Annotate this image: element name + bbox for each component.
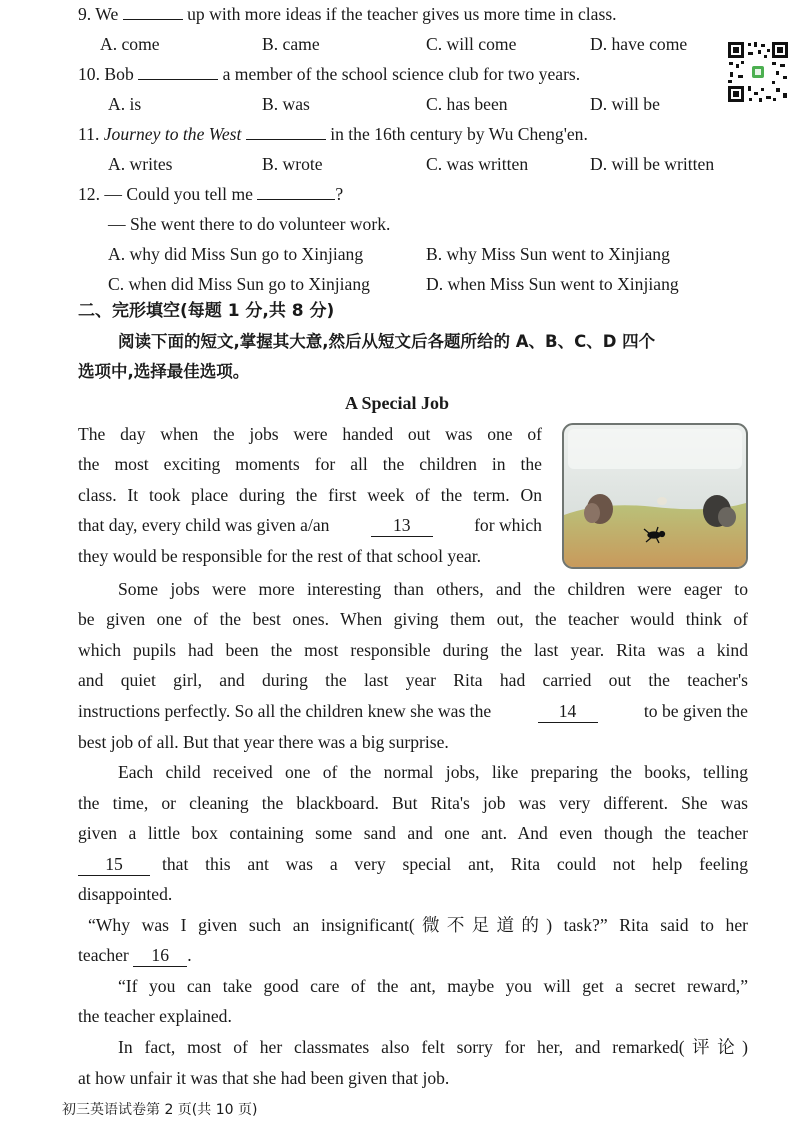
question-11 [78, 123, 588, 145]
option-b: B. was [262, 94, 310, 114]
option-d: D. will be written [590, 154, 715, 174]
question-stem: up with more ideas if the teacher gives us more time in class. [187, 4, 617, 24]
passage-line: be given one of the best ones. When giving them out, the teacher would think of [78, 609, 748, 629]
cloze-blank-14: 14 [538, 700, 598, 723]
passage-text: for which [474, 515, 542, 535]
passage-line: which pupils had been the most responsible during the last year. Rita was a kind [78, 640, 748, 660]
option-c: C. will come [426, 34, 517, 54]
option-a: A. writes [108, 154, 173, 174]
book-title: Journey to the West [103, 124, 242, 144]
question-number: 12. [78, 184, 100, 204]
option-d: D. when Miss Sun went to Xinjiang [426, 274, 679, 294]
passage-line: the time, or cleaning the blackboard. But Rita's job was very different. She was [78, 793, 748, 813]
option-b: B. wrote [262, 154, 323, 174]
passage-line: disappointed. [78, 884, 173, 904]
option-b: B. why Miss Sun went to Xinjiang [426, 244, 670, 264]
question-12 [78, 183, 343, 205]
passage-line: Each child received one of the normal jobs, like preparing the books, telling [118, 762, 748, 782]
section-instruction: 选项中,选择最佳选项。 [78, 362, 250, 381]
answer-blank [257, 183, 335, 200]
passage-line: given a little box containing some sand and one ant. And even though the teacher [78, 823, 748, 843]
passage-title: A Special Job [344, 393, 450, 413]
page-footer: 初三英语试卷第 2 页(共 10 页) [62, 1102, 258, 1118]
question-stem: in the 16th century by Wu Cheng'en. [330, 124, 588, 144]
option-a: A. come [100, 34, 160, 54]
passage-text: that day, every child was given a/an [78, 515, 330, 535]
passage-line [78, 700, 748, 723]
passage-line [78, 514, 542, 537]
question-number: 11. [78, 124, 100, 144]
option-d: D. have come [590, 34, 688, 54]
cloze-blank-13: 13 [371, 514, 433, 537]
passage-line [78, 944, 192, 967]
cloze-blank-15: 15 [78, 853, 150, 876]
question-number: 9. [78, 4, 92, 24]
passage-text: that this ant was a very special ant, Rita could not help feeling [162, 854, 748, 874]
passage-line: “Why was I given such an insignificant(微不足道的) task?” Rita said to her [88, 915, 748, 935]
passage-text: . [187, 945, 192, 965]
answer-blank [123, 3, 183, 20]
passage-line: Some jobs were more interesting than others, and the children were eager to [118, 579, 748, 599]
passage-text: to be given the [643, 701, 748, 721]
answer-blank [246, 123, 326, 140]
qr-code-icon [726, 40, 790, 104]
answer-blank [138, 63, 218, 80]
option-d: D. will be [590, 94, 660, 114]
option-b: B. came [262, 34, 320, 54]
section-instruction: 阅读下面的短文,掌握其大意,然后从短文后各题所给的 A、B、C、D 四个 [118, 332, 656, 351]
passage-line: and quiet girl, and during the last year Rita had carried out the teacher's [78, 670, 748, 690]
question-stem: We [95, 4, 119, 24]
question-stem: Bob [104, 64, 134, 84]
question-mark: ? [335, 184, 344, 204]
passage-line: at how unfair it was that she had been given that job. [78, 1068, 450, 1088]
passage-line: the teacher explained. [78, 1006, 232, 1026]
question-9 [78, 3, 617, 25]
question-stem: — Could you tell me [104, 184, 253, 204]
option-c: C. has been [426, 94, 508, 114]
passage-line [78, 853, 748, 876]
option-a: A. why did Miss Sun go to Xinjiang [108, 244, 364, 264]
passage-line: class. It took place during the first week of the term. On [78, 485, 542, 505]
question-12-reply: — She went there to do volunteer work. [108, 214, 391, 234]
ant-sand-box-photo [562, 423, 748, 569]
option-c: C. was written [426, 154, 529, 174]
passage-text: teacher [78, 945, 129, 965]
question-10 [78, 63, 580, 85]
passage-line: “If you can take good care of the ant, maybe you will get a secret reward,” [118, 976, 748, 996]
cloze-blank-16: 16 [133, 944, 187, 967]
passage-text: instructions perfectly. So all the children knew she was the [78, 701, 492, 721]
section-heading: 二、完形填空(每题 1 分,共 8 分) [78, 301, 335, 321]
question-stem: a member of the school science club for two years. [222, 64, 581, 84]
passage-line: In fact, most of her classmates also felt sorry for her, and remarked(评论) [118, 1037, 748, 1057]
passage-line: The day when the jobs were handed out was one of [78, 424, 542, 444]
option-c: C. when did Miss Sun go to Xinjiang [108, 274, 370, 294]
passage-line: the most exciting moments for all the children in the [78, 454, 542, 474]
question-number: 10. [78, 64, 100, 84]
option-a: A. is [108, 94, 142, 114]
passage-line: best job of all. But that year there was a big surprise. [78, 732, 449, 752]
passage-line: they would be responsible for the rest of that school year. [78, 546, 482, 566]
